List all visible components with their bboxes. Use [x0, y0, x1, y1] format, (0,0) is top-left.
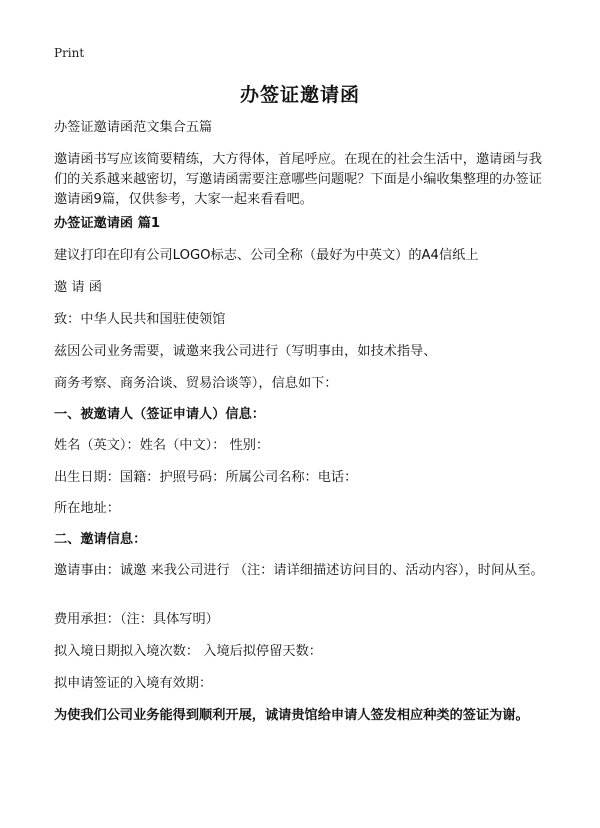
print-link[interactable]: Print: [54, 46, 85, 60]
letter-body-line-1: 兹因公司业务需要，诚邀来我公司进行（写明事由，如技术指导、: [54, 344, 437, 359]
page-title: 办签证邀请函: [239, 84, 360, 106]
letter-body-line-2: 商务考察、商务洽谈、贸易洽谈等），信息如下：: [54, 376, 338, 391]
cost-line: 费用承担：（注：具体写明）: [54, 612, 219, 627]
section-heading: 办签证邀请函 篇1: [54, 216, 161, 231]
field-name-line: 姓名（英文）：姓名（中文）： 性别：: [54, 438, 270, 453]
heading-invitation-info: 二、邀请信息：: [54, 532, 147, 547]
print-note: 建议打印在印有公司LOGO标志、公司全称（最好为中英文）的A4信纸上: [54, 248, 479, 263]
invite-reason: 邀请事由：诚邀 来我公司进行 （注：请详细描述访问目的、活动内容），时间从至。: [54, 563, 544, 578]
closing-paragraph: 为使我们公司业务能得到顺利开展，诚请贵馆给申请人签发相应种类的签证为谢。: [54, 708, 529, 723]
field-address-line: 所在地址：: [54, 501, 120, 516]
recipient-line: 致：中华人民共和国驻使领馆: [54, 312, 226, 327]
validity-line: 拟申请签证的入境有效期：: [54, 676, 213, 691]
field-birth-line: 出生日期：国籍：护照号码：所属公司名称：电话：: [54, 470, 358, 485]
document-subtitle: 办签证邀请函范文集合五篇: [54, 120, 213, 135]
letter-title: 邀 请 函: [54, 280, 102, 295]
intro-paragraph: 邀请函书写应该简要精练，大方得体，首尾呼应。在现在的社会生活中，邀请函与我们的关系越来越密切，写邀请函需要注意哪些问题呢？下面是小编收集整理的办签证邀请函9篇，仅供参考，大家一起来看看吧。: [54, 152, 542, 207]
entry-info-line: 拟入境日期拟入境次数： 入境后拟停留天数：: [54, 644, 322, 659]
heading-invitee-info: 一、被邀请人（签证申请人）信息：: [54, 407, 265, 422]
